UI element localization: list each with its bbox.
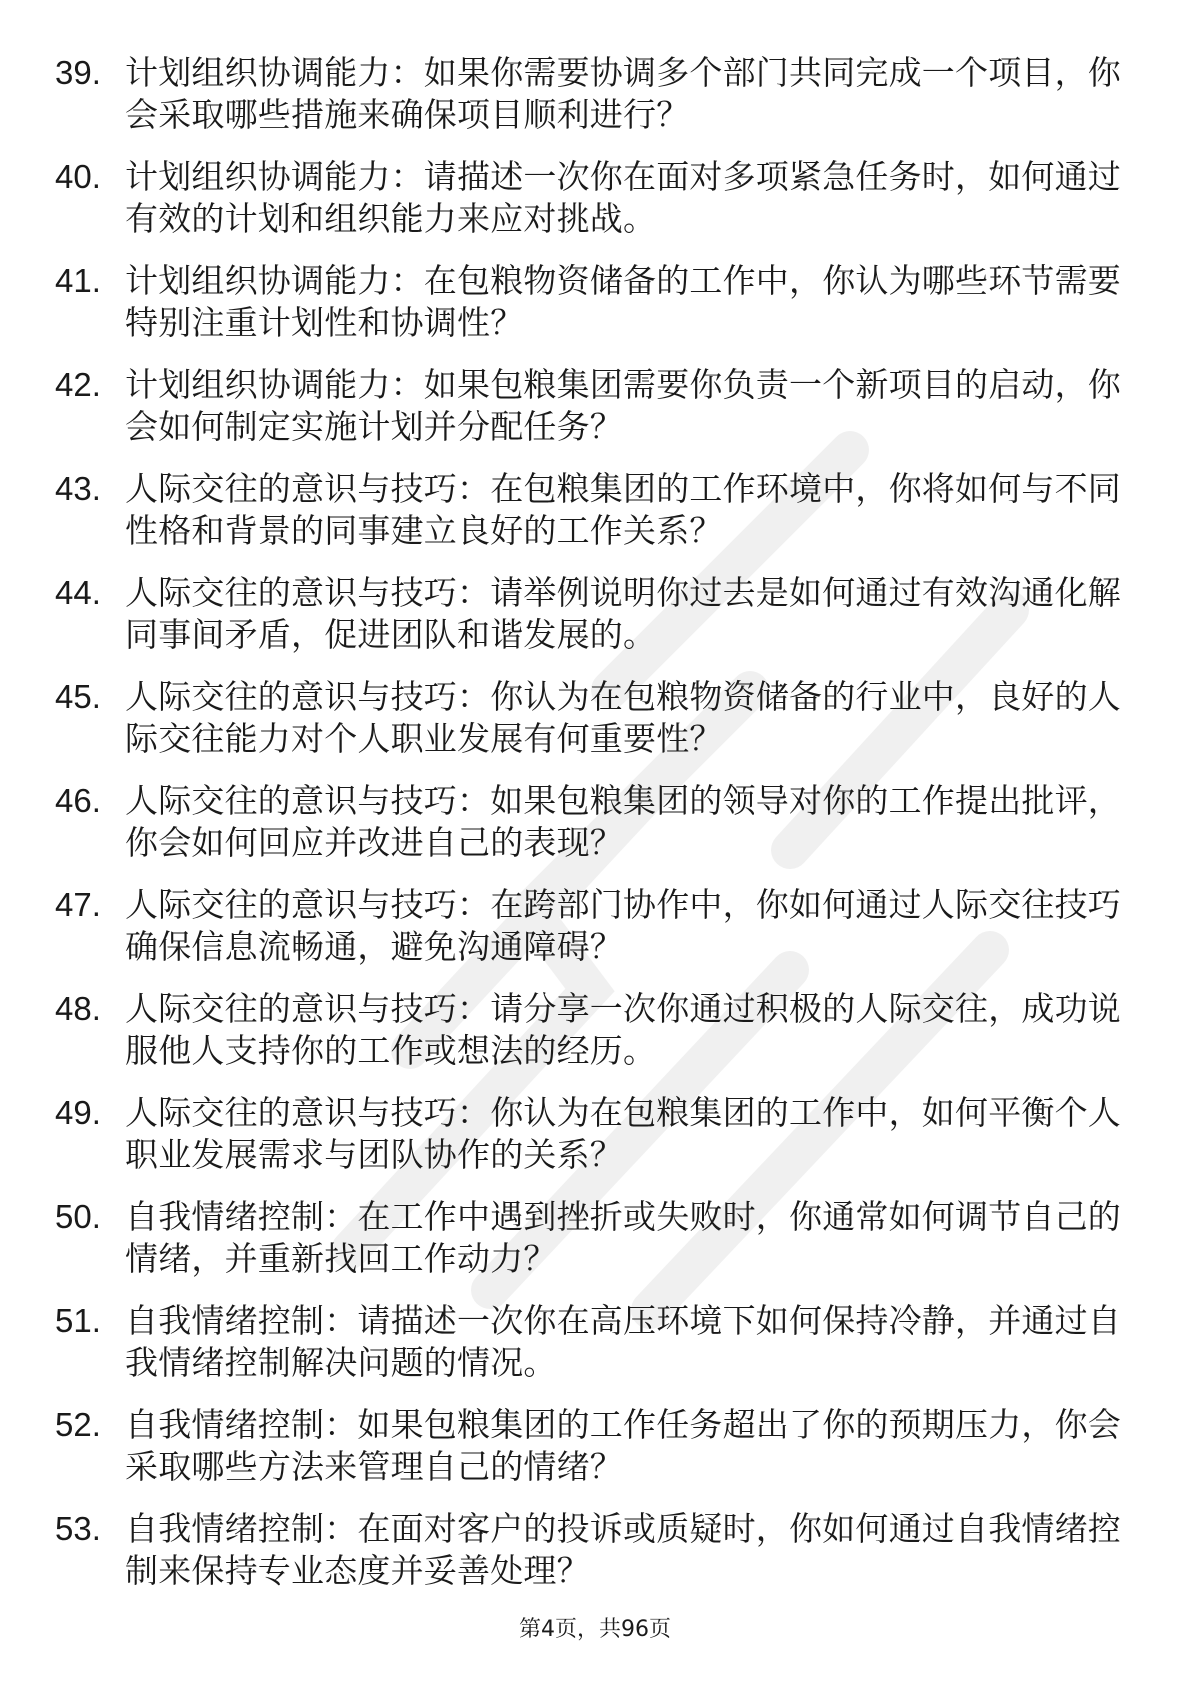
question-number: 46.	[55, 782, 101, 819]
question-number: 39.	[55, 54, 101, 91]
question-text: 人际交往的意识与技巧：请分享一次你通过积极的人际交往，成功说服他人支持你的工作或想法的经历。	[125, 989, 1121, 1070]
question-text: 人际交往的意识与技巧：在跨部门协作中，你如何通过人际交往技巧确保信息流畅通，避免沟通障碍？	[125, 885, 1121, 966]
question-number: 53.	[55, 1510, 101, 1547]
question-text: 人际交往的意识与技巧：在包粮集团的工作环境中，你将如何与不同性格和背景的同事建立良好的工作关系？	[125, 469, 1121, 550]
question-item-48	[55, 988, 1135, 1092]
question-item-44	[55, 572, 1135, 676]
question-item-41	[55, 260, 1135, 364]
question-text: 人际交往的意识与技巧：如果包粮集团的领导对你的工作提出批评，你会如何回应并改进自己的表现？	[125, 781, 1121, 862]
question-text: 人际交往的意识与技巧：你认为在包粮集团的工作中，如何平衡个人职业发展需求与团队协作的关系？	[125, 1093, 1121, 1174]
question-number: 44.	[55, 574, 101, 611]
question-number: 50.	[55, 1198, 101, 1235]
question-number: 42.	[55, 366, 101, 403]
question-text: 计划组织协调能力：请描述一次你在面对多项紧急任务时，如何通过有效的计划和组织能力来应对挑战。	[125, 157, 1121, 238]
question-item-52	[55, 1404, 1135, 1508]
question-number: 41.	[55, 262, 101, 299]
question-text: 人际交往的意识与技巧：你认为在包粮物资储备的行业中，良好的人际交往能力对个人职业发展有何重要性？	[125, 677, 1121, 758]
question-item-45	[55, 676, 1135, 780]
question-text: 自我情绪控制：在面对客户的投诉或质疑时，你如何通过自我情绪控制来保持专业态度并妥善处理？	[125, 1509, 1121, 1590]
question-list	[55, 52, 1135, 1612]
question-item-49	[55, 1092, 1135, 1196]
question-item-42	[55, 364, 1135, 468]
question-item-47	[55, 884, 1135, 988]
question-item-50	[55, 1196, 1135, 1300]
question-number: 45.	[55, 678, 101, 715]
question-number: 40.	[55, 158, 101, 195]
question-number: 49.	[55, 1094, 101, 1131]
question-text: 人际交往的意识与技巧：请举例说明你过去是如何通过有效沟通化解同事间矛盾，促进团队和谐发展的。	[125, 573, 1121, 654]
question-number: 52.	[55, 1406, 101, 1443]
page-footer: 第4页，共96页	[519, 1617, 671, 1642]
question-text: 计划组织协调能力：如果包粮集团需要你负责一个新项目的启动，你会如何制定实施计划并分配任务？	[125, 365, 1121, 446]
question-text: 自我情绪控制：如果包粮集团的工作任务超出了你的预期压力，你会采取哪些方法来管理自己的情绪？	[125, 1405, 1121, 1486]
question-number: 48.	[55, 990, 101, 1027]
question-item-51	[55, 1300, 1135, 1404]
question-text: 自我情绪控制：请描述一次你在高压环境下如何保持冷静，并通过自我情绪控制解决问题的情况。	[125, 1301, 1121, 1382]
question-text: 自我情绪控制：在工作中遇到挫折或失败时，你通常如何调节自己的情绪，并重新找回工作动力？	[125, 1197, 1121, 1278]
question-number: 43.	[55, 470, 101, 507]
question-item-46	[55, 780, 1135, 884]
question-text: 计划组织协调能力：在包粮物资储备的工作中，你认为哪些环节需要特别注重计划性和协调性？	[125, 261, 1121, 342]
question-item-53	[55, 1508, 1135, 1612]
question-item-43	[55, 468, 1135, 572]
question-item-39	[55, 52, 1135, 156]
question-text: 计划组织协调能力：如果你需要协调多个部门共同完成一个项目，你会采取哪些措施来确保项目顺利进行？	[125, 53, 1121, 134]
question-item-40	[55, 156, 1135, 260]
question-number: 51.	[55, 1302, 101, 1339]
question-number: 47.	[55, 886, 101, 923]
